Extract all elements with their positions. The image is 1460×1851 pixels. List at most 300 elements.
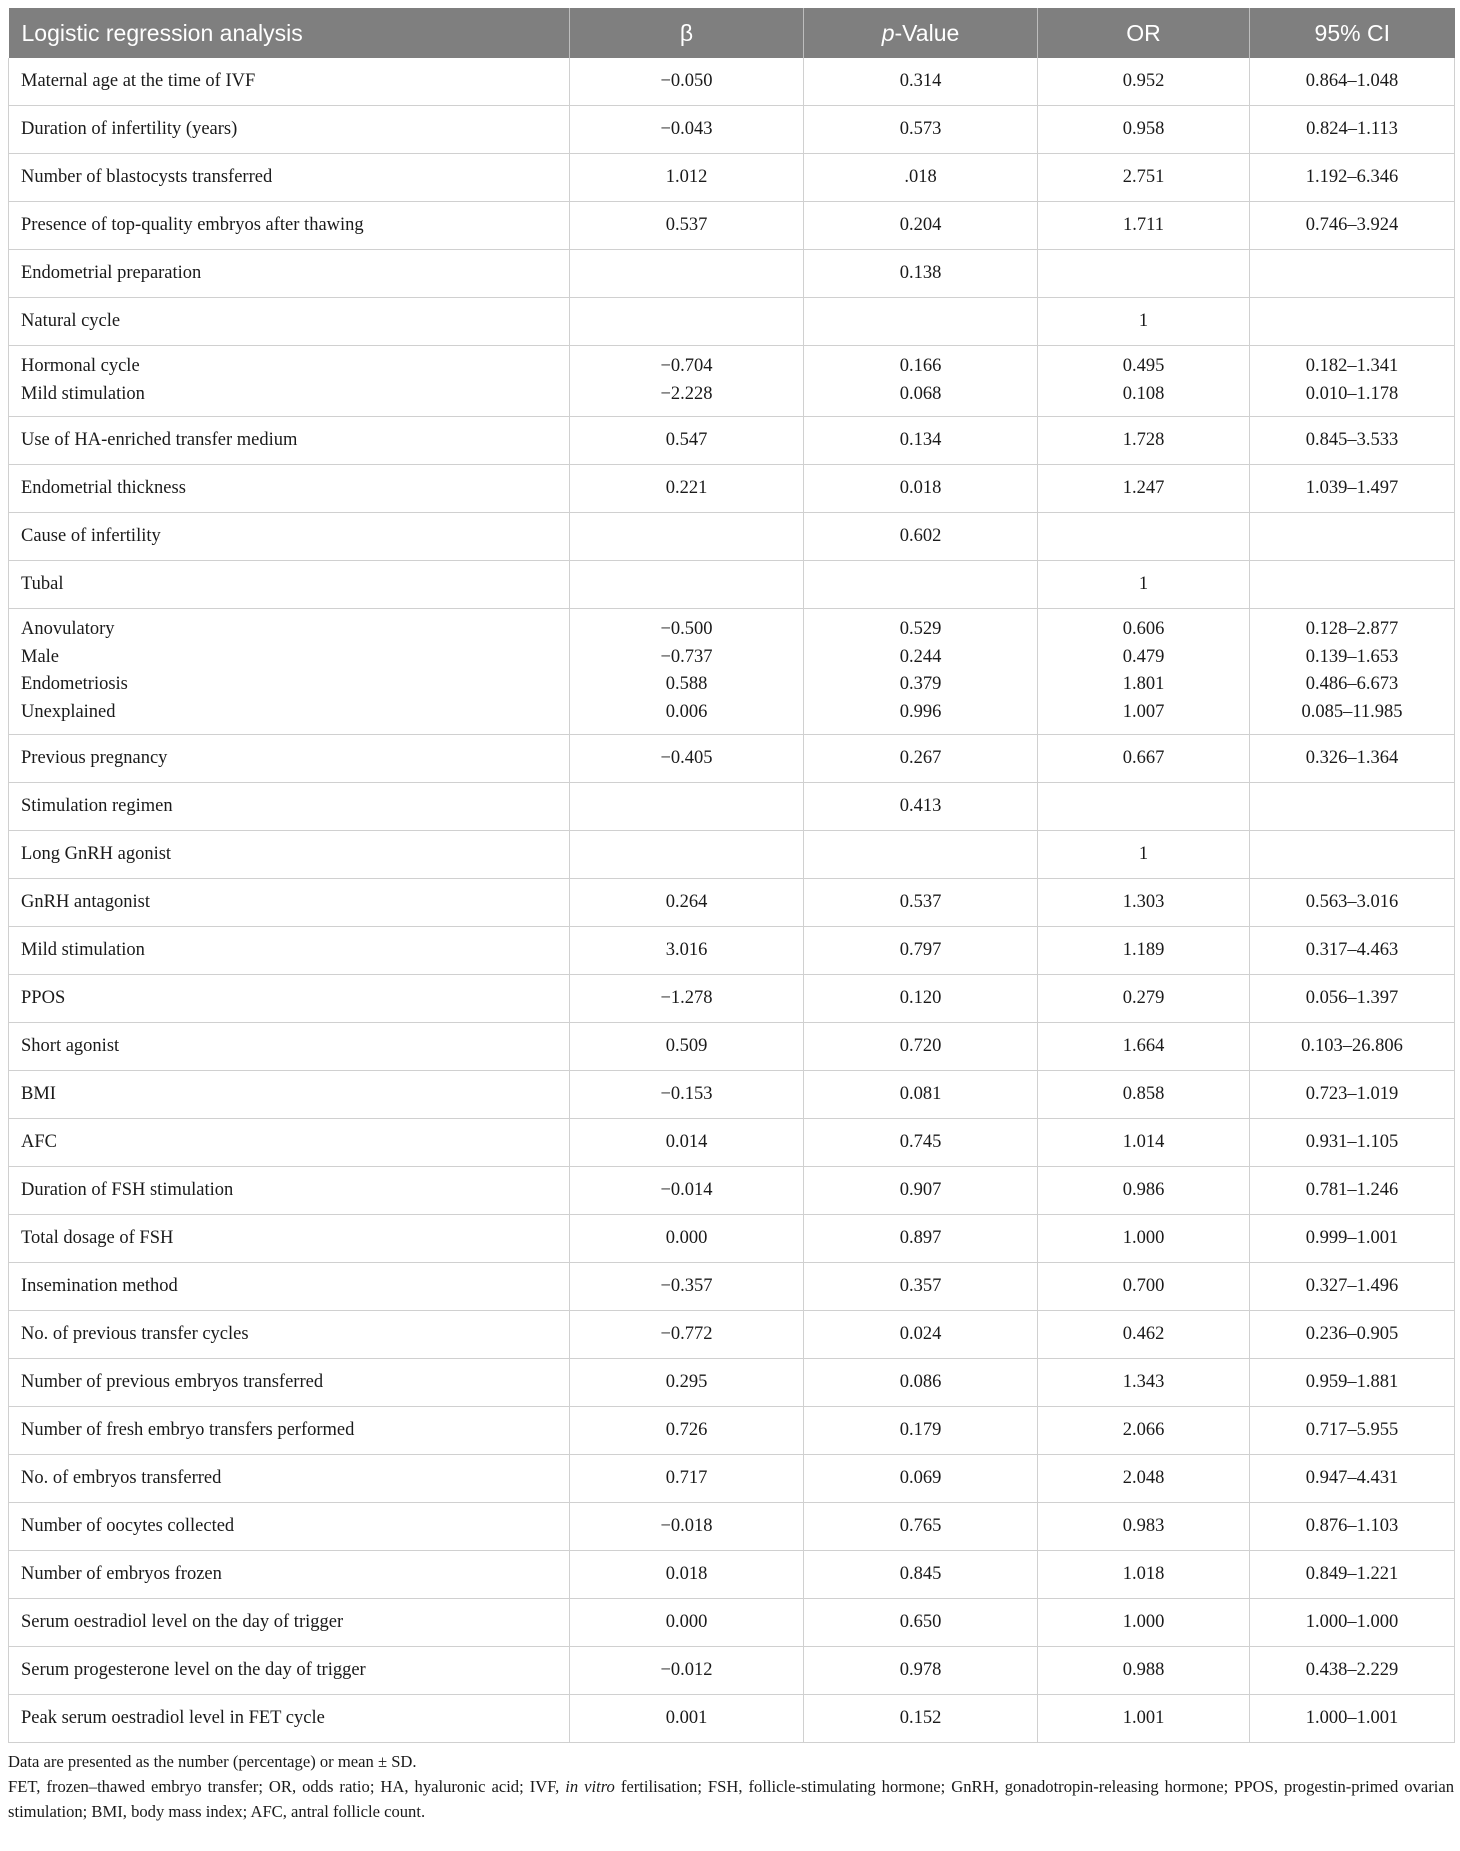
cell-beta	[570, 1023, 804, 1071]
cell-p-value	[804, 1551, 1038, 1599]
cell-p-value	[804, 1311, 1038, 1359]
table-row	[9, 783, 1455, 831]
cell-p-value	[804, 298, 1038, 346]
cell-p-value	[804, 975, 1038, 1023]
cell-or	[1038, 465, 1250, 513]
cell-variable	[9, 202, 570, 250]
cell-ci	[1250, 975, 1455, 1023]
cell-p-value	[804, 1167, 1038, 1215]
cell-ci-line: 0.723–1.019	[1305, 1083, 1399, 1104]
cell-variable-line: Endometriosis	[21, 674, 128, 694]
cell-ci	[1250, 298, 1455, 346]
cell-ci	[1250, 1695, 1455, 1743]
cell-or-line: 0.479	[1122, 646, 1165, 667]
cell-variable-line: Mild stimulation	[21, 939, 145, 960]
logistic-regression-table	[8, 8, 1455, 1743]
cell-beta	[570, 1119, 804, 1167]
cell-or-line: 0.700	[1122, 1275, 1165, 1296]
cell-p-value	[804, 1503, 1038, 1551]
cell-p-value	[804, 154, 1038, 202]
cell-beta	[570, 1407, 804, 1455]
table-row	[9, 1551, 1455, 1599]
cell-beta-line: −0.704	[660, 356, 713, 376]
cell-or-line: 0.983	[1122, 1515, 1165, 1536]
cell-ci	[1250, 346, 1455, 417]
table-row	[9, 1599, 1455, 1647]
cell-variable	[9, 1551, 570, 1599]
table-row	[9, 561, 1455, 609]
cell-variable-line: No. of embryos transferred	[21, 1467, 222, 1488]
cell-variable-line: Serum progesterone level on the day of trigger	[21, 1659, 366, 1680]
cell-or	[1038, 417, 1250, 465]
cell-variable-line: Previous pregnancy	[21, 747, 168, 768]
cell-p-value-line: 0.602	[899, 525, 942, 546]
cell-beta	[570, 1503, 804, 1551]
cell-variable	[9, 927, 570, 975]
cell-p-value-line: 0.069	[899, 1467, 942, 1488]
cell-or-line: 1.247	[1122, 477, 1165, 498]
cell-or	[1038, 1359, 1250, 1407]
cell-beta	[570, 417, 804, 465]
cell-beta-line: 0.537	[665, 214, 708, 235]
cell-or-line: 1.711	[1123, 214, 1164, 235]
cell-ci-line: 0.326–1.364	[1305, 747, 1399, 768]
cell-or	[1038, 346, 1250, 417]
cell-p-value-line: .018	[904, 166, 937, 187]
header-beta: β	[570, 8, 804, 58]
cell-beta-line: −0.772	[660, 1323, 713, 1344]
cell-ci-line: 0.056–1.397	[1305, 987, 1399, 1008]
cell-or	[1038, 298, 1250, 346]
cell-beta	[570, 154, 804, 202]
cell-variable-line: PPOS	[21, 987, 66, 1008]
cell-beta-line: −0.500	[660, 619, 713, 639]
cell-ci-line: 0.486–6.673	[1305, 674, 1399, 694]
cell-p-value	[804, 1599, 1038, 1647]
cell-or-line: 0.988	[1122, 1659, 1165, 1680]
cell-ci-line: 0.999–1.001	[1305, 1227, 1399, 1248]
cell-ci-line: 0.085–11.985	[1301, 701, 1403, 722]
cell-beta	[570, 513, 804, 561]
cell-variable	[9, 1647, 570, 1695]
cell-beta-line: 1.012	[665, 166, 708, 187]
cell-beta-line: 0.547	[665, 429, 708, 450]
table-row	[9, 879, 1455, 927]
cell-variable	[9, 561, 570, 609]
cell-ci	[1250, 783, 1455, 831]
cell-ci	[1250, 879, 1455, 927]
footnote-line-2-b: fertilisation; FSH, follicle-stimulating hormone; GnRH, gonadotropin-releasing hormone; PPOS, progestin-primed ovarian stimulation; BMI, body mass index; AFC, antral follicle count.	[8, 1777, 1455, 1821]
cell-p-value-line: 0.765	[899, 1515, 942, 1536]
cell-or	[1038, 1455, 1250, 1503]
cell-variable	[9, 831, 570, 879]
table-row	[9, 1359, 1455, 1407]
cell-p-value	[804, 1023, 1038, 1071]
cell-variable	[9, 783, 570, 831]
header-p-value	[804, 8, 1038, 58]
cell-beta-line: −0.405	[660, 747, 713, 768]
cell-variable	[9, 1359, 570, 1407]
table-row	[9, 346, 1455, 417]
cell-variable-line: Hormonal cycle	[21, 356, 140, 376]
cell-variable	[9, 465, 570, 513]
cell-p-value	[804, 831, 1038, 879]
cell-or	[1038, 879, 1250, 927]
cell-p-value	[804, 465, 1038, 513]
cell-beta-line: 0.221	[665, 477, 708, 498]
cell-or	[1038, 1071, 1250, 1119]
cell-beta-line: −2.228	[660, 383, 713, 404]
cell-beta	[570, 1167, 804, 1215]
cell-ci-line: 1.000–1.001	[1305, 1707, 1399, 1728]
cell-beta-line: −0.014	[660, 1179, 713, 1200]
cell-beta	[570, 1359, 804, 1407]
cell-p-value	[804, 1407, 1038, 1455]
table-container	[8, 8, 1454, 1824]
cell-or-line: 0.108	[1122, 383, 1165, 404]
header-ci: 95% CI	[1250, 8, 1455, 58]
header-p-suffix: -Value	[894, 19, 960, 46]
cell-or-line: 1.000	[1122, 1611, 1165, 1632]
cell-ci	[1250, 609, 1455, 735]
cell-beta-line: 0.000	[665, 1227, 708, 1248]
cell-p-value-line: 0.745	[899, 1131, 942, 1152]
cell-variable-line: Long GnRH agonist	[21, 843, 172, 864]
cell-ci	[1250, 1647, 1455, 1695]
cell-p-value-line: 0.267	[899, 747, 942, 768]
cell-beta-line: −0.357	[660, 1275, 713, 1296]
cell-variable-line: No. of previous transfer cycles	[21, 1323, 249, 1344]
cell-or	[1038, 1551, 1250, 1599]
table-row	[9, 465, 1455, 513]
cell-variable-line: Number of embryos frozen	[21, 1563, 222, 1584]
cell-beta-line: 0.588	[665, 674, 708, 694]
cell-ci	[1250, 250, 1455, 298]
cell-or	[1038, 1407, 1250, 1455]
table-row	[9, 609, 1455, 735]
cell-p-value	[804, 561, 1038, 609]
cell-ci-line: 1.039–1.497	[1305, 477, 1399, 498]
cell-variable	[9, 609, 570, 735]
cell-beta	[570, 106, 804, 154]
cell-beta	[570, 1647, 804, 1695]
cell-ci-line: 0.876–1.103	[1305, 1515, 1399, 1536]
cell-or	[1038, 783, 1250, 831]
cell-variable	[9, 1599, 570, 1647]
cell-or-line: 2.751	[1122, 166, 1165, 187]
cell-variable-line: Short agonist	[21, 1035, 120, 1056]
cell-p-value-line: 0.018	[899, 477, 942, 498]
cell-or	[1038, 154, 1250, 202]
cell-ci	[1250, 1311, 1455, 1359]
cell-ci-line: 1.192–6.346	[1305, 166, 1399, 187]
cell-or-line: 1.014	[1122, 1131, 1165, 1152]
cell-beta-line: 3.016	[665, 939, 708, 960]
cell-variable	[9, 1071, 570, 1119]
cell-variable	[9, 298, 570, 346]
cell-or-line: 1.664	[1122, 1035, 1165, 1056]
cell-p-value	[804, 1695, 1038, 1743]
cell-beta-line: 0.295	[665, 1371, 708, 1392]
cell-ci	[1250, 1503, 1455, 1551]
cell-ci-line: 0.746–3.924	[1305, 214, 1399, 235]
cell-p-value-line: 0.314	[899, 70, 942, 91]
cell-or	[1038, 561, 1250, 609]
cell-variable	[9, 106, 570, 154]
cell-p-value	[804, 609, 1038, 735]
cell-p-value-line: 0.138	[899, 262, 942, 283]
cell-variable-line: Number of oocytes collected	[21, 1515, 235, 1536]
cell-variable	[9, 1311, 570, 1359]
cell-variable-line: Maternal age at the time of IVF	[21, 70, 256, 91]
cell-p-value-line: 0.244	[899, 646, 942, 667]
table-row	[9, 831, 1455, 879]
table-body	[9, 58, 1455, 1743]
cell-beta-line: −0.737	[660, 646, 713, 667]
cell-ci	[1250, 465, 1455, 513]
cell-variable	[9, 1263, 570, 1311]
cell-p-value-line: 0.379	[899, 674, 942, 694]
cell-p-value-line: 0.845	[899, 1563, 942, 1584]
cell-ci-line: 0.563–3.016	[1305, 891, 1399, 912]
cell-ci-line: 0.182–1.341	[1305, 356, 1399, 376]
cell-variable	[9, 1119, 570, 1167]
cell-ci	[1250, 1071, 1455, 1119]
cell-or	[1038, 513, 1250, 561]
cell-beta-line: 0.014	[665, 1131, 708, 1152]
cell-variable-line: Presence of top-quality embryos after thawing	[21, 214, 364, 235]
cell-variable	[9, 1167, 570, 1215]
cell-variable-line: Peak serum oestradiol level in FET cycle	[21, 1707, 325, 1728]
table-row	[9, 298, 1455, 346]
cell-ci	[1250, 1455, 1455, 1503]
table-row	[9, 202, 1455, 250]
cell-p-value	[804, 1455, 1038, 1503]
table-row	[9, 1263, 1455, 1311]
cell-beta-line: −0.043	[660, 118, 713, 139]
cell-beta	[570, 735, 804, 783]
cell-ci	[1250, 1167, 1455, 1215]
cell-p-value	[804, 1215, 1038, 1263]
cell-ci-line: 0.781–1.246	[1305, 1179, 1399, 1200]
cell-p-value	[804, 1647, 1038, 1695]
cell-variable-line: Duration of FSH stimulation	[21, 1179, 234, 1200]
table-row	[9, 417, 1455, 465]
cell-or	[1038, 1695, 1250, 1743]
cell-p-value	[804, 927, 1038, 975]
cell-variable	[9, 58, 570, 106]
table-row	[9, 1503, 1455, 1551]
cell-p-value-line: 0.529	[899, 619, 942, 639]
cell-ci	[1250, 831, 1455, 879]
cell-p-value-line: 0.413	[899, 795, 942, 816]
cell-or-line: 0.462	[1122, 1323, 1165, 1344]
table-row	[9, 1215, 1455, 1263]
cell-ci	[1250, 106, 1455, 154]
table-row	[9, 1119, 1455, 1167]
cell-ci-line: 0.824–1.113	[1306, 118, 1398, 139]
cell-variable-line: AFC	[21, 1131, 57, 1152]
cell-variable	[9, 417, 570, 465]
cell-variable-line: Anovulatory	[21, 619, 115, 639]
cell-variable	[9, 154, 570, 202]
cell-p-value-line: 0.797	[899, 939, 942, 960]
cell-variable	[9, 1695, 570, 1743]
table-row	[9, 58, 1455, 106]
cell-ci-line: 0.317–4.463	[1305, 939, 1399, 960]
cell-beta-line: 0.001	[665, 1707, 708, 1728]
table-row	[9, 1071, 1455, 1119]
cell-variable-line: Endometrial preparation	[21, 262, 202, 283]
cell-p-value	[804, 417, 1038, 465]
cell-or-line: 0.606	[1122, 619, 1165, 639]
cell-or-line: 0.667	[1122, 747, 1165, 768]
cell-beta-line: −1.278	[660, 987, 713, 1008]
cell-ci-line: 0.128–2.877	[1305, 619, 1399, 639]
cell-variable	[9, 1455, 570, 1503]
cell-p-value-line: 0.086	[899, 1371, 942, 1392]
cell-ci-line: 1.000–1.000	[1305, 1611, 1399, 1632]
cell-p-value-line: 0.650	[899, 1611, 942, 1632]
cell-p-value-line: 0.134	[899, 429, 942, 450]
cell-beta-line: 0.000	[665, 1611, 708, 1632]
cell-p-value-line: 0.907	[899, 1179, 942, 1200]
cell-ci-line: 0.849–1.221	[1305, 1563, 1399, 1584]
cell-ci	[1250, 1599, 1455, 1647]
cell-variable-line: Natural cycle	[21, 310, 121, 331]
cell-or	[1038, 1119, 1250, 1167]
cell-p-value-line: 0.068	[899, 383, 942, 404]
cell-beta	[570, 879, 804, 927]
cell-or-line: 0.858	[1122, 1083, 1165, 1104]
cell-p-value-line: 0.166	[899, 356, 942, 376]
cell-ci	[1250, 1359, 1455, 1407]
cell-variable-line: Number of blastocysts transferred	[21, 166, 273, 187]
cell-p-value	[804, 1359, 1038, 1407]
cell-beta	[570, 1311, 804, 1359]
cell-p-value-line: 0.179	[899, 1419, 942, 1440]
cell-or-line: 2.048	[1122, 1467, 1165, 1488]
table-row	[9, 250, 1455, 298]
cell-or-line: 0.279	[1122, 987, 1165, 1008]
footnote-line-2-italic: in vitro	[565, 1777, 615, 1796]
cell-variable	[9, 1503, 570, 1551]
cell-variable-line: Total dosage of FSH	[21, 1227, 174, 1248]
cell-p-value	[804, 1071, 1038, 1119]
cell-p-value-line: 0.120	[899, 987, 942, 1008]
cell-p-value-line: 0.152	[899, 1707, 942, 1728]
table-row	[9, 1455, 1455, 1503]
cell-or	[1038, 1263, 1250, 1311]
cell-variable-line: Number of previous embryos transferred	[21, 1371, 324, 1392]
cell-or	[1038, 609, 1250, 735]
cell-p-value-line: 0.024	[899, 1323, 942, 1344]
cell-beta	[570, 783, 804, 831]
cell-or-line: 1.801	[1122, 674, 1165, 694]
cell-p-value	[804, 513, 1038, 561]
cell-variable	[9, 1215, 570, 1263]
table-row	[9, 1647, 1455, 1695]
cell-ci	[1250, 58, 1455, 106]
cell-ci	[1250, 735, 1455, 783]
cell-beta-line: 0.717	[665, 1467, 708, 1488]
cell-p-value	[804, 202, 1038, 250]
cell-beta	[570, 927, 804, 975]
cell-or	[1038, 1503, 1250, 1551]
cell-variable-line: Stimulation regimen	[21, 795, 173, 816]
cell-or-line: 1	[1138, 843, 1149, 864]
cell-beta-line: 0.726	[665, 1419, 708, 1440]
table-row	[9, 927, 1455, 975]
cell-or-line: 1.728	[1122, 429, 1165, 450]
cell-variable-line: Endometrial thickness	[21, 477, 186, 498]
cell-ci-line: 0.236–0.905	[1305, 1323, 1399, 1344]
cell-variable-line: Male	[21, 646, 60, 667]
cell-ci	[1250, 1263, 1455, 1311]
cell-variable-line: Serum oestradiol level on the day of trigger	[21, 1611, 344, 1632]
cell-ci	[1250, 202, 1455, 250]
cell-variable-line: Insemination method	[21, 1275, 178, 1296]
table-row	[9, 154, 1455, 202]
cell-beta	[570, 1263, 804, 1311]
cell-or-line: 1.018	[1122, 1563, 1165, 1584]
cell-p-value-line: 0.996	[899, 701, 942, 722]
cell-beta	[570, 831, 804, 879]
table-header-row	[9, 8, 1455, 58]
cell-ci-line: 0.947–4.431	[1305, 1467, 1399, 1488]
cell-or	[1038, 1311, 1250, 1359]
cell-beta-line: −0.050	[660, 70, 713, 91]
cell-ci	[1250, 1119, 1455, 1167]
cell-variable	[9, 1023, 570, 1071]
table-row	[9, 975, 1455, 1023]
cell-or	[1038, 202, 1250, 250]
cell-variable-line: Mild stimulation	[21, 383, 145, 404]
footnote-line-1: Data are presented as the number (percentage) or mean ± SD.	[8, 1752, 417, 1771]
table-row	[9, 106, 1455, 154]
cell-beta-line: 0.018	[665, 1563, 708, 1584]
footnote-line-2-a: FET, frozen–thawed embryo transfer; OR, odds ratio; HA, hyaluronic acid; IVF,	[8, 1777, 566, 1796]
cell-p-value-line: 0.537	[899, 891, 942, 912]
cell-or-line: 0.986	[1122, 1179, 1165, 1200]
cell-beta	[570, 561, 804, 609]
cell-or-line: 1	[1138, 310, 1149, 331]
cell-beta-line: 0.509	[665, 1035, 708, 1056]
table-row	[9, 1167, 1455, 1215]
cell-p-value-line: 0.357	[899, 1275, 942, 1296]
cell-ci-line: 0.959–1.881	[1305, 1371, 1399, 1392]
cell-p-value	[804, 1119, 1038, 1167]
cell-or-line: 1.343	[1122, 1371, 1165, 1392]
cell-or	[1038, 831, 1250, 879]
table-row	[9, 1311, 1455, 1359]
cell-or	[1038, 1599, 1250, 1647]
cell-beta	[570, 1455, 804, 1503]
cell-beta-line: 0.006	[665, 701, 708, 722]
cell-beta	[570, 1071, 804, 1119]
cell-ci	[1250, 417, 1455, 465]
cell-beta	[570, 250, 804, 298]
cell-variable-line: Use of HA-enriched transfer medium	[21, 429, 298, 450]
cell-or	[1038, 1167, 1250, 1215]
header-variable: Logistic regression analysis	[9, 8, 570, 58]
cell-variable-line: Duration of infertility (years)	[21, 118, 238, 139]
cell-beta-line: −0.153	[660, 1083, 713, 1104]
cell-or-line: 0.952	[1122, 70, 1165, 91]
cell-p-value	[804, 783, 1038, 831]
cell-ci	[1250, 1551, 1455, 1599]
cell-ci-line: 0.139–1.653	[1305, 646, 1399, 667]
